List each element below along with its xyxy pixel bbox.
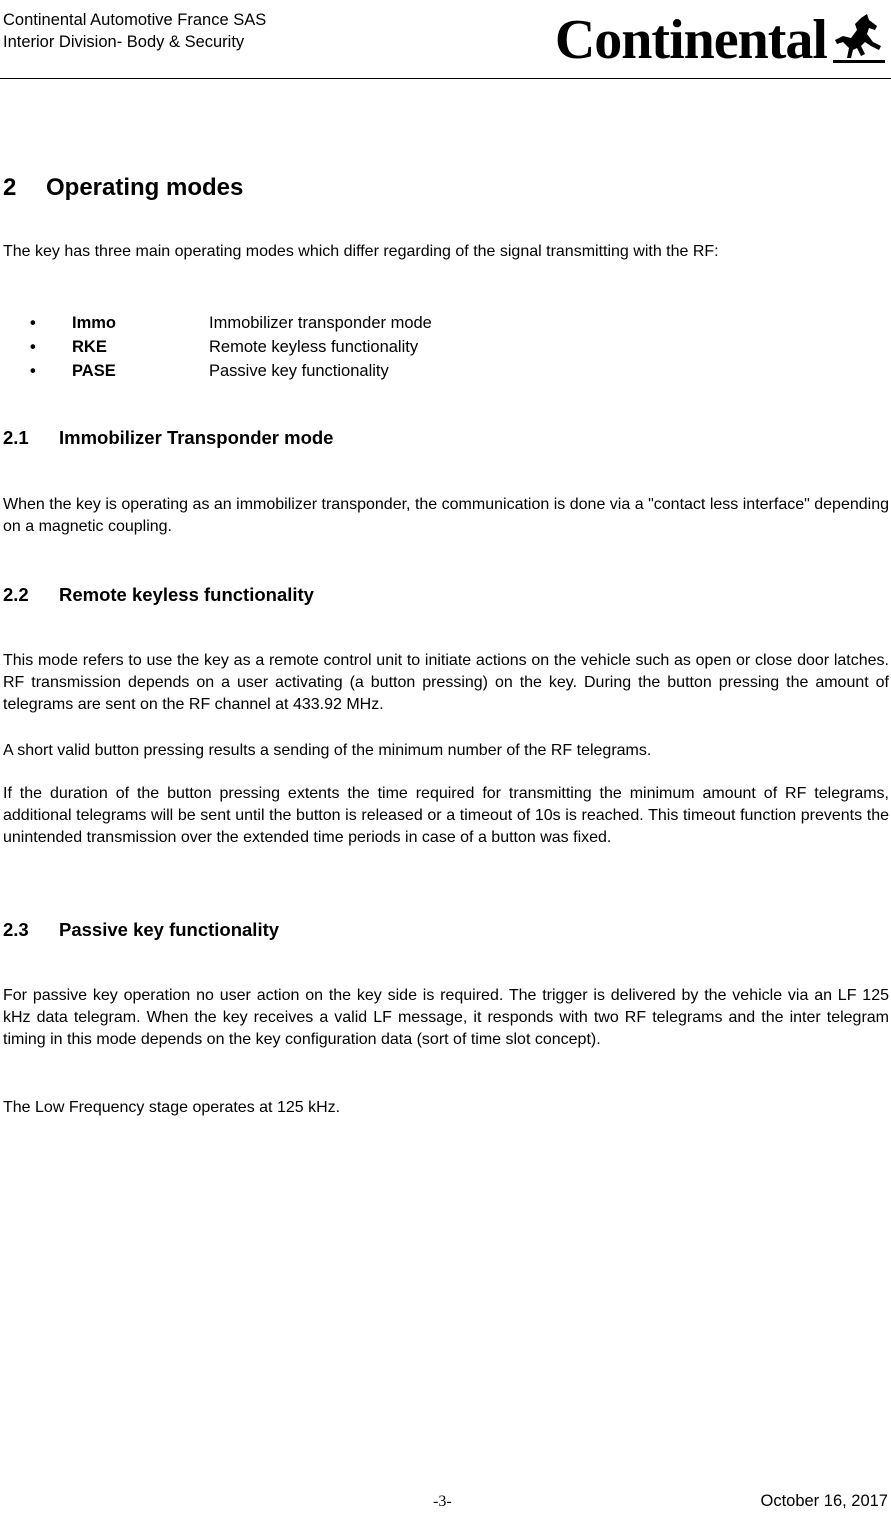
section-title: Immobilizer Transponder mode: [59, 427, 334, 448]
section-number: 2.2: [3, 584, 29, 605]
mode-description: Immobilizer transponder mode: [209, 314, 432, 332]
section-2-2-para-3: If the duration of the button pressing extents the time required for transmitting the minimum amount of RF telegrams, additional telegrams will be sent until the button is released or a timeout of 10s is reached. This timeout function prevents the unintended transmission over the extended time periods in case of a button was fixed.: [3, 785, 889, 846]
section-title: Passive key functionality: [59, 919, 280, 940]
horse-logo-icon: [831, 12, 887, 64]
document-date: October 16, 2017: [760, 1492, 888, 1510]
list-item: [30, 311, 432, 335]
section-number: 2.1: [3, 427, 29, 448]
header-divider: [0, 78, 891, 79]
page-number: -3-: [433, 1493, 452, 1510]
mode-description: Remote keyless functionality: [209, 338, 419, 356]
header-company: [3, 9, 266, 53]
section-heading-2-2: [3, 583, 314, 607]
bullet-icon: •: [30, 338, 36, 356]
section-2-1-body: When the key is operating as an immobilizer transponder, the communication is done via a "contact less interface" depending on a magnetic coupling.: [3, 496, 889, 535]
section-heading-2-1: [3, 426, 333, 450]
operating-modes-list: [30, 311, 432, 383]
section-number: 2: [3, 174, 17, 201]
section-title: Operating modes: [46, 174, 244, 201]
section-number: 2.3: [3, 919, 29, 940]
section-title: Remote keyless functionality: [59, 584, 314, 605]
list-item: [30, 359, 432, 383]
mode-term: RKE: [72, 338, 107, 356]
section-2-2-para-2: A short valid button pressing results a sending of the minimum number of the RF telegrams.: [3, 742, 652, 759]
section-2-2-para-1: This mode refers to use the key as a remote control unit to initiate actions on the vehicle such as open or close door latches. RF transmission depends on a user activating (a button pressing) on the key. During the button pressing the amount of telegrams are sent on the RF channel at 433.92 MHz.: [3, 652, 889, 713]
section-2-3-para-1: For passive key operation no user action on the key side is required. The trigger is delivered by the vehicle via an LF 125 kHz data telegram. When the key receives a valid LF message, it responds with two RF telegrams and the inter telegram timing in this mode depends on the key configuration data (sort of time slot concept).: [3, 987, 889, 1048]
section-heading-2: [3, 173, 243, 203]
mode-description: Passive key functionality: [209, 362, 389, 380]
company-division: Interior Division- Body & Security: [3, 33, 245, 51]
bullet-icon: •: [30, 362, 36, 380]
section-2-intro: The key has three main operating modes which differ regarding of the signal transmitting with the RF:: [3, 243, 719, 260]
mode-term: Immo: [72, 314, 117, 332]
section-heading-2-3: [3, 918, 279, 942]
list-item: [30, 335, 432, 359]
mode-term: PASE: [72, 362, 116, 380]
section-2-3-para-2: The Low Frequency stage operates at 125 kHz.: [3, 1099, 341, 1116]
logo-wordmark: Continental: [554, 9, 827, 71]
company-name: Continental Automotive France SAS: [3, 11, 267, 29]
continental-logo: [555, 2, 887, 70]
bullet-icon: •: [30, 314, 36, 332]
